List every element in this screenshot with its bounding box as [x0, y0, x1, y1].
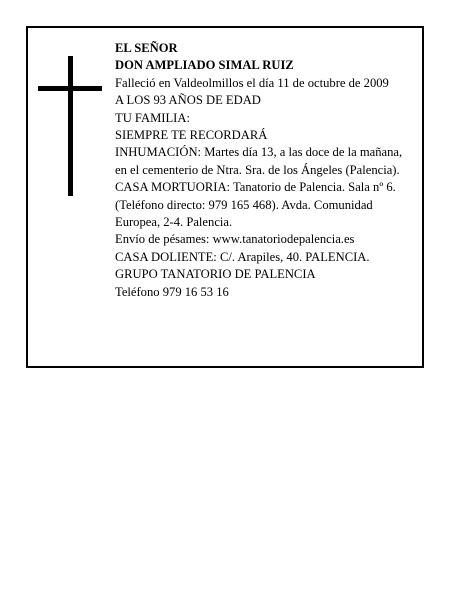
funeral-group-phone: Teléfono 979 16 53 16 [115, 284, 229, 299]
death-details: Falleció en Valdeolmillos el día 11 de octubre de 2009 [115, 75, 389, 90]
deceased-name: DON AMPLIADO SIMAL RUIZ [115, 58, 294, 73]
funeral-home-details: CASA MORTUORIA: Tanatorio de Palencia. Sala nº 6. (Teléfono directo: 979 165 468). Avda. Comunidad Europea, 2-4. Palencia. [115, 180, 396, 230]
age-at-death: A LOS 93 AÑOS DE EDAD [115, 93, 261, 108]
mourning-house-address: CASA DOLIENTE: C/. Arapiles, 40. PALENCIA. [115, 249, 370, 264]
funeral-group-name: GRUPO TANATORIO DE PALENCIA [115, 267, 316, 282]
burial-details: INHUMACIÓN: Martes día 13, a las doce de la mañana, en el cementerio de Ntra. Sra. de los Ángeles (Palencia). [115, 145, 403, 177]
cross-vertical-bar [68, 56, 73, 196]
condolences-website: Envío de pésames: www.tanatoriodepalencia.es [115, 232, 355, 247]
notice-title: EL SEÑOR [115, 41, 178, 55]
family-label: TU FAMILIA: [115, 110, 190, 125]
obituary-notice [26, 26, 424, 368]
remembrance-text: SIEMPRE TE RECORDARÁ [115, 128, 268, 143]
cross-horizontal-bar [38, 86, 102, 91]
notice-text [115, 40, 415, 301]
